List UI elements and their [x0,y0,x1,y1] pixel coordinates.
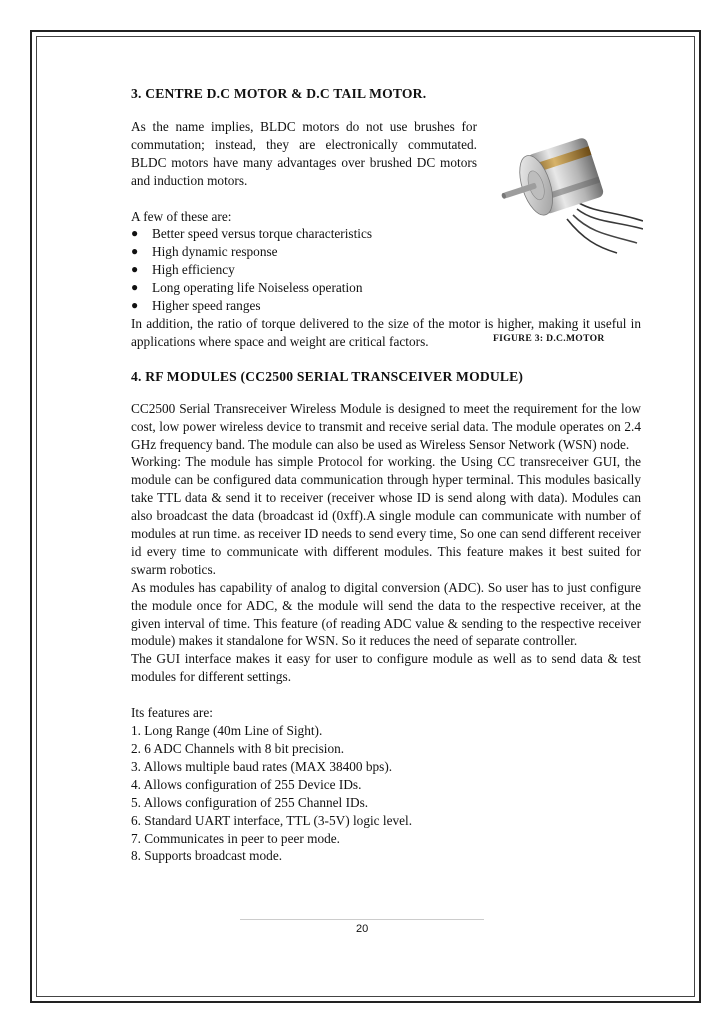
list-item: 8. Supports broadcast mode. [131,848,283,864]
rf-module-section [131,400,641,687]
features-list [131,722,641,865]
list-item: 5. Allows configuration of 255 Channel IDs. [131,794,369,810]
list-item: ● Long operating life Noiseless operation [131,279,641,297]
list-item: ● Higher speed ranges [131,297,641,315]
footer-divider [240,919,484,920]
spacer [131,686,641,704]
list-item: 6. Standard UART interface, TTL (3-5V) logic level. [131,812,413,828]
list-item: 2. 6 ADC Channels with 8 bit precision. [131,741,345,756]
working-paragraph: Working: The module has simple Protocol for working. the Using CC transreceiver GUI, the module can be configured data communication through hyper terminal. This modules basically take TTL data & send it to receiver (receiver whose ID is send along with data). Modules can also broadcast the data (broadcast id (0xff).A single module can communicate with number of modules at run time. as receiver ID needs to send every time, So one can send different receiver id every time to communicate with different modules. This feature makes it best suited for swarm robotics. [131,454,641,577]
list-item: ● Better speed versus torque characteristics [131,225,641,243]
advantages-intro: A few of these are: [131,208,232,224]
list-item: 3. Allows multiple baud rates (MAX 38400 bps). [131,758,393,774]
section-3-heading: 3. CENTRE D.C MOTOR & D.C TAIL MOTOR. [131,86,427,101]
list-item: ● High dynamic response [131,243,641,261]
features-intro: Its features are: [131,705,213,721]
figure-caption: FIGURE 3: D.C.MOTOR [493,333,605,344]
adc-paragraph: As modules has capability of analog to digital conversion (ADC). So user has to just configure the module once for ADC, & the module will send the data to the respective receiver, at the given interval of time. This feature (of reading ADC value & sending to the respective receiver module) makes it standalone for WSN. So it reduces the need of separate controller. [131,579,641,649]
cc2500-overview-paragraph: CC2500 Serial Transreceiver Wireless Module is designed to meet the requirement for the low cost, low power wireless device to transmit and receive serial data. The module operates on 2.4 GHz frequency band. The module can also be used as Wireless Sensor Network (WSN) node. [131,400,641,452]
section-4-heading: 4. RF MODULES (CC2500 SERIAL TRANSCEIVER MODULE) [131,368,524,384]
dc-motor-figure [487,125,643,255]
bldc-intro-paragraph: As the name implies, BLDC motors do not use brushes for commutation; instead, they are electronically commutated. BLDC motors have many advantages over brushed DC motors and induction motors. [131,118,477,188]
gui-paragraph: The GUI interface makes it easy for user to configure module as well as to send data & test modules for different settings. [131,651,641,685]
page-content [131,85,641,865]
page-number: 20 [356,923,369,935]
list-item: 4. Allows configuration of 255 Device IDs. [131,776,362,792]
dc-motor-image [487,125,643,255]
bldc-conclusion-paragraph: In addition, the ratio of torque delivered to the size of the motor is higher, making it useful in applications where space and weight are critical factors. [131,315,641,349]
list-item: 1. Long Range (40m Line of Sight). [131,723,323,739]
list-item: ● High efficiency [131,261,641,279]
list-item: 7. Communicates in peer to peer mode. [131,830,340,846]
